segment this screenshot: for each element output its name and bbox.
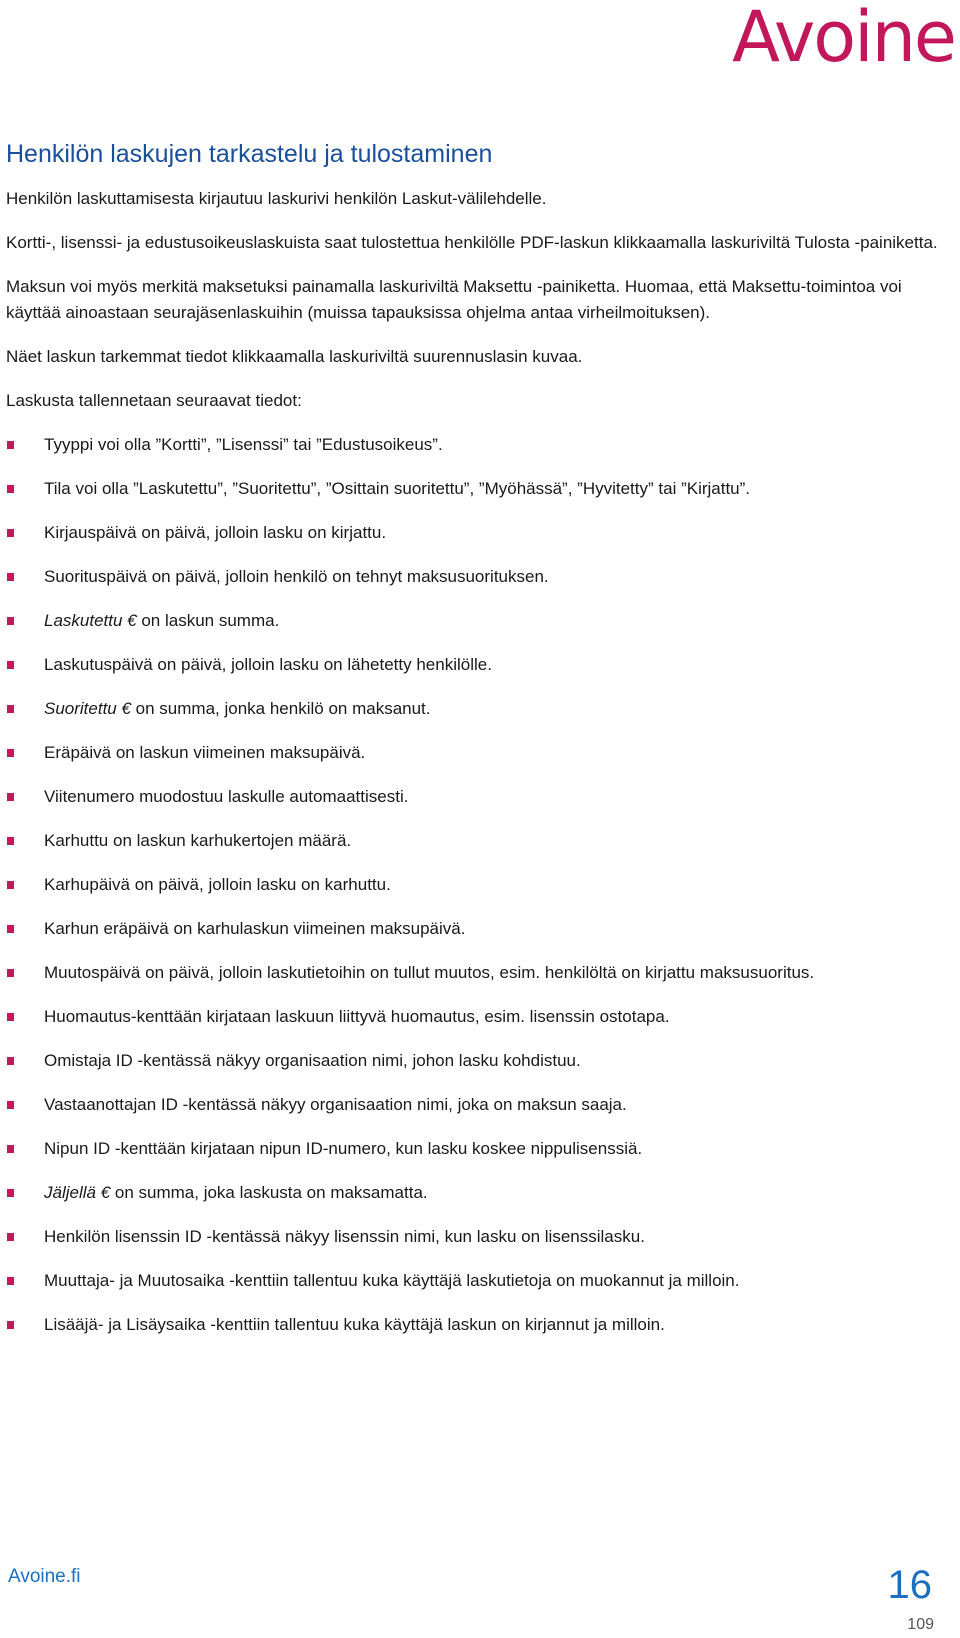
square-bullet-icon (7, 485, 14, 493)
paragraph-details: Näet laskun tarkemmat tiedot klikkaamalla laskuriviltä suurennuslasin kuvaa. (6, 347, 583, 366)
field-list-item (6, 784, 951, 810)
field-list-item (6, 1268, 951, 1294)
field-description: Lisääjä- ja Lisäysaika -kenttiin tallentuu kuka käyttäjä laskun on kirjannut ja milloin. (44, 1315, 665, 1334)
section-heading: Henkilön laskujen tarkastelu ja tulostaminen (6, 140, 493, 168)
field-list-item (6, 564, 951, 590)
field-list-item (6, 1224, 951, 1250)
field-list-item (6, 828, 951, 854)
square-bullet-icon (7, 661, 14, 669)
square-bullet-icon (7, 837, 14, 845)
field-list-item (6, 1048, 951, 1074)
field-description: Suorituspäivä on päivä, jolloin henkilö on tehnyt maksusuorituksen. (44, 567, 549, 586)
document-page-number: 109 (907, 1616, 934, 1633)
field-list-item (6, 1004, 951, 1030)
square-bullet-icon (7, 1189, 14, 1197)
square-bullet-icon (7, 749, 14, 757)
square-bullet-icon (7, 705, 14, 713)
square-bullet-icon (7, 441, 14, 449)
avoine-logo: Avoine (732, 0, 955, 78)
field-name-emphasis: Jäljellä € (44, 1183, 111, 1202)
square-bullet-icon (7, 1101, 14, 1109)
square-bullet-icon (7, 881, 14, 889)
document-body (6, 136, 951, 1356)
field-list-item (6, 608, 951, 634)
field-name-emphasis: Suoritettu € (44, 699, 131, 718)
field-description: Eräpäivä on laskun viimeinen maksupäivä. (44, 743, 366, 762)
field-list-item (6, 1180, 951, 1206)
field-description: Karhupäivä on päivä, jolloin lasku on karhuttu. (44, 875, 391, 894)
square-bullet-icon (7, 1277, 14, 1285)
square-bullet-icon (7, 1233, 14, 1241)
field-description: Vastaanottajan ID -kentässä näkyy organisaation nimi, joka on maksun saaja. (44, 1095, 627, 1114)
field-description: Tila voi olla ”Laskutettu”, ”Suoritettu”, ”Osittain suoritettu”, ”Myöhässä”, ”Hyvitetty” tai ”Kirjattu”. (44, 479, 751, 498)
paragraph-print: Kortti-, lisenssi- ja edustusoikeuslaskuista saat tulostettua henkilölle PDF-laskun klikkaamalla laskuriviltä Tulosta -painiketta. (6, 233, 938, 252)
field-list-item (6, 432, 951, 458)
square-bullet-icon (7, 573, 14, 581)
field-description: Viitenumero muodostuu laskulle automaattisesti. (44, 787, 409, 806)
paragraph-intro: Henkilön laskuttamisesta kirjautuu laskurivi henkilön Laskut-välilehdelle. (6, 189, 547, 208)
field-description: on summa, jonka henkilö on maksanut. (130, 699, 431, 718)
field-name-emphasis: Laskutettu € (44, 611, 137, 630)
field-list-item (6, 476, 951, 502)
page-number: 16 (887, 1563, 932, 1607)
field-description: on laskun summa. (136, 611, 280, 630)
field-description: on summa, joka laskusta on maksamatta. (110, 1183, 428, 1202)
field-description: Omistaja ID -kentässä näkyy organisaation nimi, johon lasku kohdistuu. (44, 1051, 581, 1070)
field-list (6, 432, 951, 1338)
square-bullet-icon (7, 1145, 14, 1153)
footer-website-link[interactable]: Avoine.fi (8, 1566, 81, 1587)
field-list-item (6, 520, 951, 546)
paragraph-stored-fields: Laskusta tallennetaan seuraavat tiedot: (6, 391, 302, 410)
field-list-item (6, 1092, 951, 1118)
field-description: Kirjauspäivä on päivä, jolloin lasku on kirjattu. (44, 523, 387, 542)
field-description: Karhun eräpäivä on karhulaskun viimeinen maksupäivä. (44, 919, 466, 938)
square-bullet-icon (7, 925, 14, 933)
field-list-item (6, 696, 951, 722)
field-list-item (6, 740, 951, 766)
square-bullet-icon (7, 1013, 14, 1021)
field-description: Karhuttu on laskun karhukertojen määrä. (44, 831, 352, 850)
field-list-item (6, 652, 951, 678)
square-bullet-icon (7, 793, 14, 801)
field-description: Laskutuspäivä on päivä, jolloin lasku on lähetetty henkilölle. (44, 655, 492, 674)
field-description: Tyyppi voi olla ”Kortti”, ”Lisenssi” tai ”Edustusoikeus”. (44, 435, 443, 454)
field-description: Henkilön lisenssin ID -kentässä näkyy lisenssin nimi, kun lasku on lisenssilasku. (44, 1227, 645, 1246)
square-bullet-icon (7, 529, 14, 537)
field-description: Muuttaja- ja Muutosaika -kenttiin tallentuu kuka käyttäjä laskutietoja on muokannut ja milloin. (44, 1271, 740, 1290)
square-bullet-icon (7, 1057, 14, 1065)
field-description: Nipun ID -kenttään kirjataan nipun ID-numero, kun lasku koskee nippulisenssiä. (44, 1139, 643, 1158)
field-description: Muutospäivä on päivä, jolloin laskutietoihin on tullut muutos, esim. henkilöltä on kirjattu maksusuoritus. (44, 963, 815, 982)
field-list-item (6, 916, 951, 942)
field-list-item (6, 1136, 951, 1162)
square-bullet-icon (7, 1321, 14, 1329)
paragraph-paid: Maksun voi myös merkitä maksetuksi painamalla laskuriviltä Maksettu -painiketta. Huomaa, että Maksettu-toimintoa voi käyttää ainoastaan seurajäsenlaskuihin (muissa tapauksissa ohjelma antaa virheilmoituksen). (6, 277, 902, 322)
field-description: Huomautus-kenttään kirjataan laskuun liittyvä huomautus, esim. lisenssin ostotapa. (44, 1007, 670, 1026)
square-bullet-icon (7, 969, 14, 977)
field-list-item (6, 1312, 951, 1338)
field-list-item (6, 960, 951, 986)
field-list-item (6, 872, 951, 898)
square-bullet-icon (7, 617, 14, 625)
